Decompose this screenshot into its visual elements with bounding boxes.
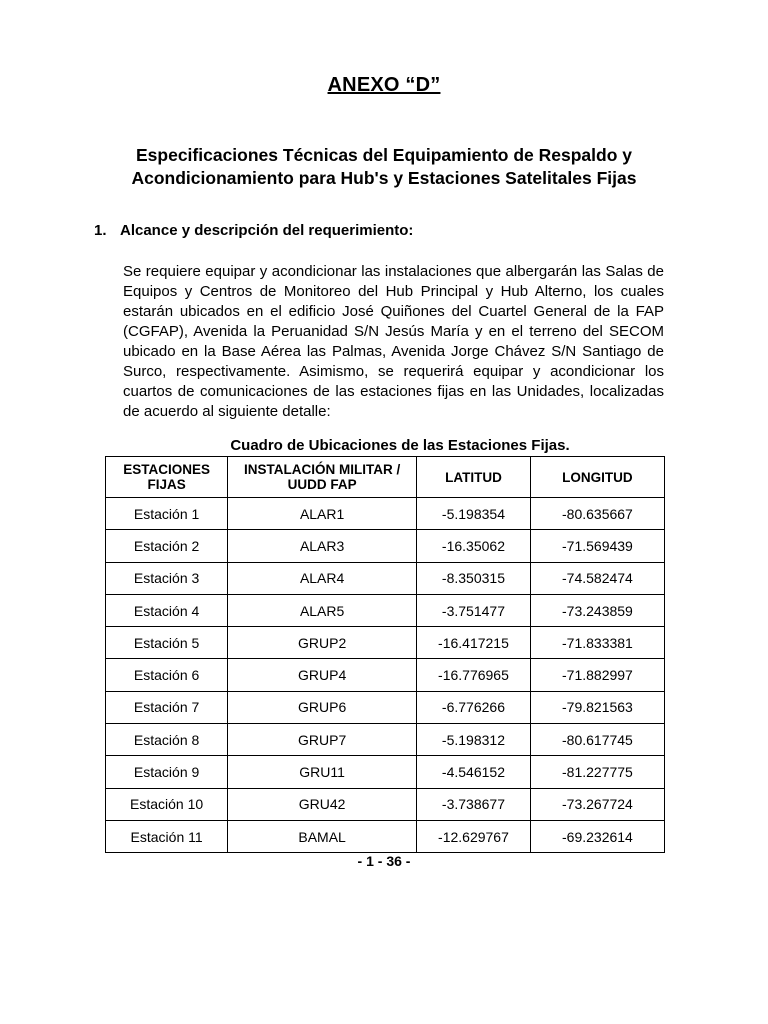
- cell-latitude: -3.751477: [417, 594, 531, 626]
- cell-longitude: -71.882997: [530, 659, 664, 691]
- table-row: [106, 659, 665, 691]
- cell-latitude: -5.198354: [417, 498, 531, 530]
- table-caption: Cuadro de Ubicaciones de las Estaciones Fijas.: [230, 437, 570, 454]
- annex-title: ANEXO “D”: [327, 74, 441, 96]
- scope-paragraph: Se requiere equipar y acondicionar las instalaciones que albergarán las Salas de Equipos y Centros de Monitoreo del Hub Principal y Hub Alterno, los cuales estarán ubicados en el edificio José Quiñones del Cuartel General de la FAP (CGFAP), Avenida la Peruanidad S/N Jesús María y en el terreno del SECOM ubicado en la Base Aérea las Palmas, Avenida Jorge Chávez S/N Santiago de Surco, respectivamente. Asimismo, se requerirá equipar y acondicionar los cuartos de comunicaciones de las estaciones fijas en las Unidades, localizadas de acuerdo al siguiente detalle:: [123, 263, 664, 420]
- cell-longitude: -71.569439: [530, 530, 664, 562]
- cell-installation: GRU42: [228, 788, 417, 820]
- cell-latitude: -16.417215: [417, 627, 531, 659]
- cell-longitude: -71.833381: [530, 627, 664, 659]
- cell-station: Estación 8: [106, 724, 228, 756]
- stations-table: [105, 456, 665, 853]
- table-row: [106, 627, 665, 659]
- cell-station: Estación 7: [106, 691, 228, 723]
- cell-longitude: -73.243859: [530, 594, 664, 626]
- cell-installation: GRU11: [228, 756, 417, 788]
- table-row: [106, 820, 665, 852]
- section-number: 1.: [94, 222, 107, 239]
- cell-latitude: -16.35062: [417, 530, 531, 562]
- section-heading: [94, 222, 413, 239]
- cell-longitude: -69.232614: [530, 820, 664, 852]
- cell-latitude: -6.776266: [417, 691, 531, 723]
- cell-station: Estación 6: [106, 659, 228, 691]
- cell-station: Estación 4: [106, 594, 228, 626]
- cell-latitude: -5.198312: [417, 724, 531, 756]
- specification-title-line-2: Acondicionamiento para Hub's y Estaciones Satelitales Fijas: [131, 168, 637, 188]
- cell-installation: ALAR3: [228, 530, 417, 562]
- cell-latitude: -8.350315: [417, 562, 531, 594]
- page-number: - 1 - 36 -: [357, 853, 411, 869]
- table-header-row: [106, 457, 665, 498]
- specification-title-line-1: Especificaciones Técnicas del Equipamiento de Respaldo y: [136, 145, 632, 165]
- cell-installation: BAMAL: [228, 820, 417, 852]
- table-row: [106, 788, 665, 820]
- cell-station: Estación 11: [106, 820, 228, 852]
- table-row: [106, 756, 665, 788]
- header-longitude: LONGITUD: [530, 457, 664, 498]
- section-heading-text: Alcance y descripción del requerimiento:: [120, 222, 414, 239]
- cell-installation: GRUP7: [228, 724, 417, 756]
- cell-longitude: -74.582474: [530, 562, 664, 594]
- cell-latitude: -3.738677: [417, 788, 531, 820]
- table-row: [106, 724, 665, 756]
- specification-title: [104, 144, 664, 190]
- cell-longitude: -81.227775: [530, 756, 664, 788]
- table-row: [106, 691, 665, 723]
- cell-station: Estación 2: [106, 530, 228, 562]
- cell-longitude: -80.635667: [530, 498, 664, 530]
- header-latitude: LATITUD: [417, 457, 531, 498]
- table-row: [106, 562, 665, 594]
- cell-installation: ALAR4: [228, 562, 417, 594]
- cell-station: Estación 10: [106, 788, 228, 820]
- cell-latitude: -12.629767: [417, 820, 531, 852]
- cell-installation: GRUP6: [228, 691, 417, 723]
- cell-station: Estación 9: [106, 756, 228, 788]
- cell-latitude: -4.546152: [417, 756, 531, 788]
- table-row: [106, 498, 665, 530]
- cell-installation: GRUP4: [228, 659, 417, 691]
- cell-longitude: -80.617745: [530, 724, 664, 756]
- table-row: [106, 594, 665, 626]
- cell-installation: ALAR1: [228, 498, 417, 530]
- cell-installation: GRUP2: [228, 627, 417, 659]
- cell-installation: ALAR5: [228, 594, 417, 626]
- cell-longitude: -79.821563: [530, 691, 664, 723]
- table-row: [106, 530, 665, 562]
- cell-station: Estación 5: [106, 627, 228, 659]
- cell-station: Estación 3: [106, 562, 228, 594]
- cell-latitude: -16.776965: [417, 659, 531, 691]
- cell-longitude: -73.267724: [530, 788, 664, 820]
- header-station: ESTACIONES FIJAS: [106, 457, 228, 498]
- header-installation: INSTALACIÓN MILITAR / UUDD FAP: [228, 457, 417, 498]
- cell-station: Estación 1: [106, 498, 228, 530]
